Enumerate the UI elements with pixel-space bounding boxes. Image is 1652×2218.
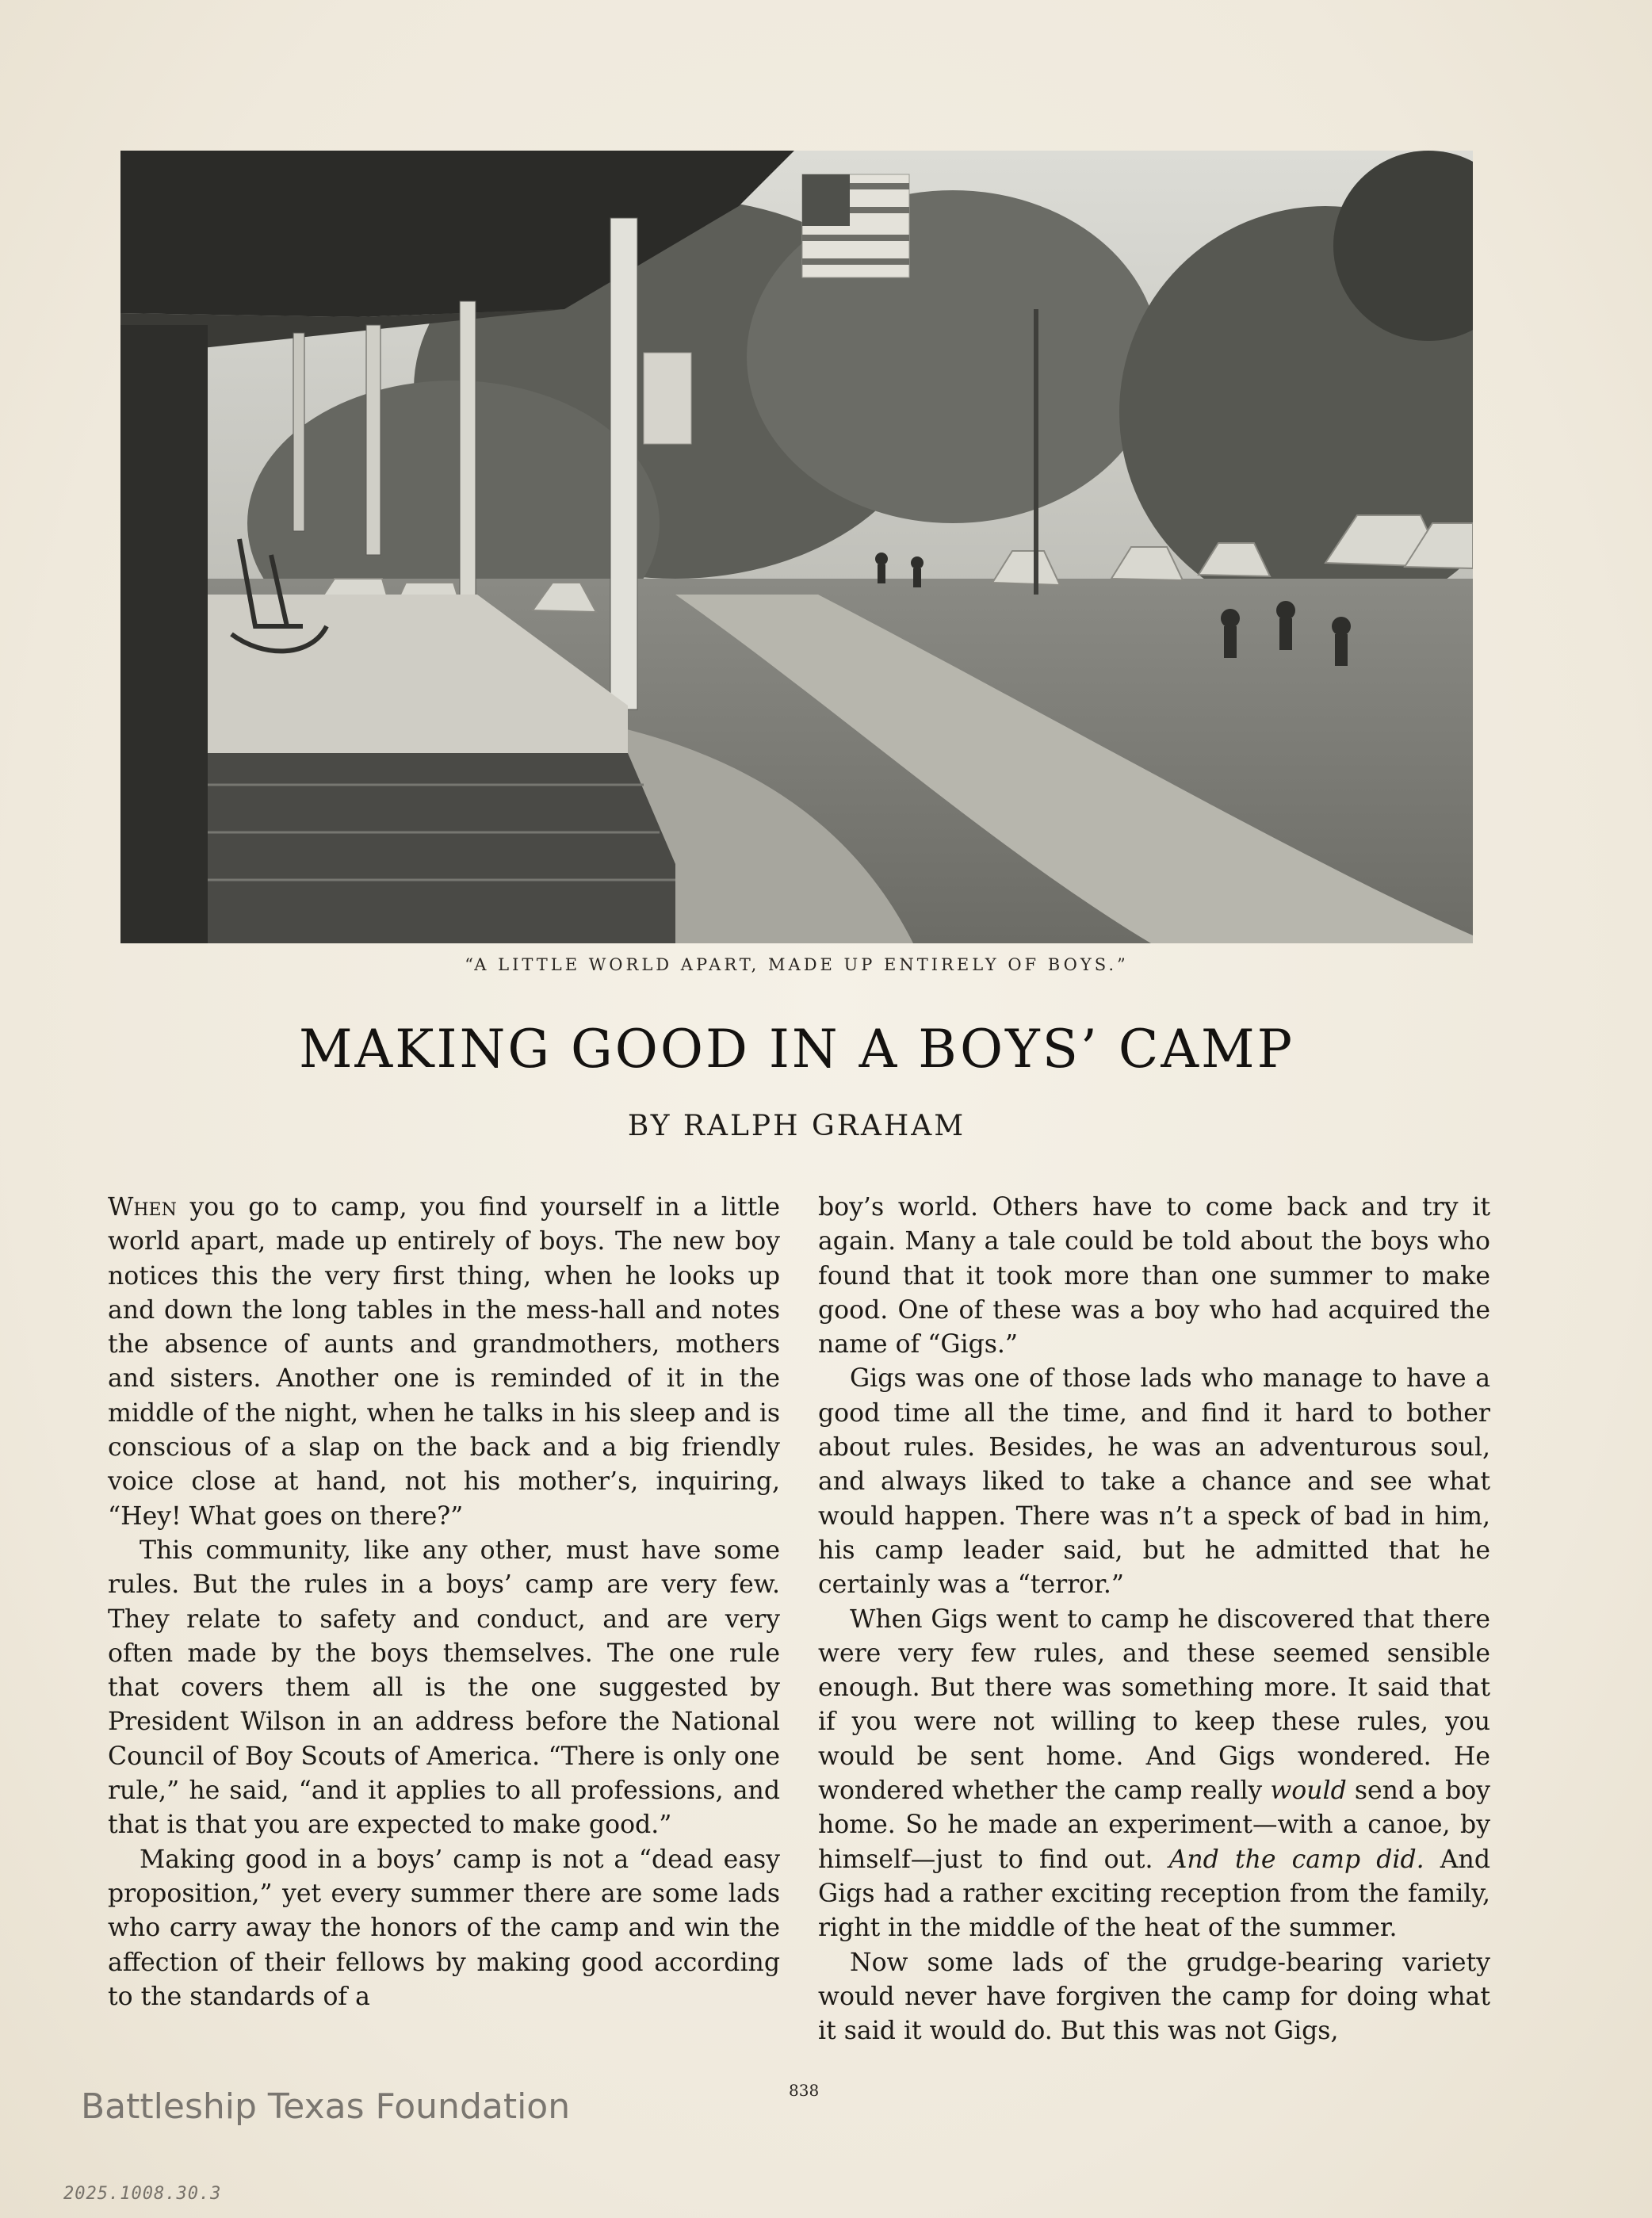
emphasis-camp-did: And the camp did. <box>1168 1845 1424 1874</box>
page-number: 838 <box>789 2081 820 2100</box>
right-column <box>818 1191 1490 2048</box>
left-column <box>108 1191 780 2014</box>
left-paragraph-1 <box>108 1191 780 1534</box>
article-title: MAKING GOOD IN A BOYS’ CAMP <box>298 1019 1295 1080</box>
watermark: Battleship Texas Foundation <box>81 2086 571 2127</box>
right-paragraph-3-a: When Gigs went to camp he discovered that there were very few rules, and these seemed sensible enough. But there was something more. It said that if you were not willing to keep these rules, you would be sent home. And Gigs wondered. He wondered whether the camp really <box>818 1604 1490 1806</box>
right-paragraph-1: boy’s world. Others have to come back and try it again. Many a tale could be told about the boys who found that it took more than one summer to make good. One of these was a boy who had acquired the name of “Gigs.” <box>818 1193 1490 1359</box>
right-paragraph-3 <box>818 1603 1490 1946</box>
left-paragraph-2: This community, like any other, must have some rules. But the rules in a boys’ camp are very few. They relate to safety and conduct, and are very often made by the boys themselves. The one rule that covers them all is the one suggested by President Wilson in an address before the National Council of Boy Scouts of America. “There is only one rule,” he said, “and it applies to all professions, and that is that you are expected to make good.” <box>108 1535 780 1840</box>
right-paragraph-3-c: And Gigs had a rather exciting reception from the family, right in the middle of the heat of the summer. <box>818 1845 1490 1943</box>
right-paragraph-4: Now some lads of the grudge-bearing variety would never have forgiven the camp for doing what it said it would do. But this was not Gigs, <box>818 1948 1490 2046</box>
right-paragraph-2: Gigs was one of those lads who manage to have a good time all the time, and find it hard to bother about rules. Besides, he was an adventurous soul, and always liked to take a chance and see what would happen. There was n’t a speck of bad in him, his camp leader said, but he admitted that he certainly was a “terror.” <box>818 1364 1490 1600</box>
article-byline: BY RALPH GRAHAM <box>627 1110 966 1142</box>
drop-lead-word: When <box>108 1193 177 1222</box>
camp-photo <box>120 151 1473 943</box>
emphasis-would: would <box>1270 1776 1347 1806</box>
right-paragraph-3-b: send a boy home. So he made an experiment—with a canoe, by himself—just to find out. <box>818 1776 1490 1874</box>
camp-photo-illustration <box>120 151 1473 943</box>
left-paragraph-1-text: you go to camp, you find yourself in a little world apart, made up entirely of boys. The new boy notices this the very first thing, when he looks up and down the long tables in the mess-hall and notes the absence of aunts and grandmothers, mothers and sisters. Another one is reminded of it in the middle of the night, when he talks in his sleep and is conscious of a slap on the back and a big friendly voice close at hand, not his mother’s, inquiring, “Hey! What goes on there?” <box>108 1193 780 1531</box>
left-paragraph-3: Making good in a boys’ camp is not a “dead easy proposition,” yet every summer there are some lads who carry away the honors of the camp and win the affection of their fellows by making good according to the standards of a <box>108 1845 780 2011</box>
accession-number: 2025.1008.30.3 <box>63 2184 222 2204</box>
photo-caption: “A LITTLE WORLD APART, MADE UP ENTIRELY OF BOYS.” <box>465 955 1129 974</box>
